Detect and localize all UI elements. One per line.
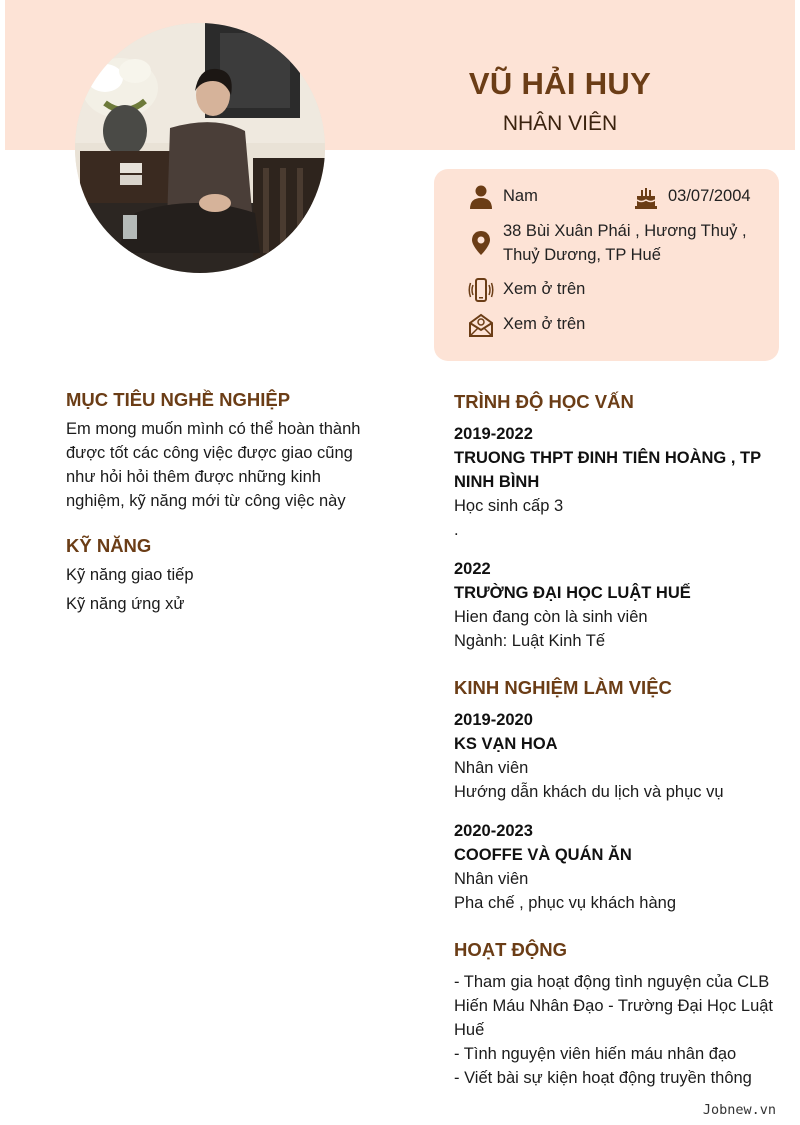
phone-row	[468, 277, 585, 303]
education-entry	[454, 557, 784, 653]
activity-line: - Viết bài sự kiện hoạt động truyền thông	[454, 1069, 752, 1087]
profile-photo	[75, 23, 325, 273]
experience-role: Nhân viên	[454, 870, 529, 888]
education-detail: Học sinh cấp 3	[454, 497, 564, 515]
person-icon	[468, 184, 494, 210]
experience-company: KS VẠN HOA	[454, 735, 558, 753]
address-line-2: Thuỷ Dương, TP Huế	[503, 246, 661, 264]
experience-entry	[454, 819, 784, 915]
email-value: Xem ở trên	[503, 315, 586, 333]
experience-company: COOFFE VÀ QUÁN ĂN	[454, 846, 632, 864]
education-period: 2022	[454, 560, 491, 578]
candidate-position: NHÂN VIÊN	[502, 112, 618, 135]
experience-desc: Hướng dẫn khách du lịch và phục vụ	[454, 783, 724, 801]
skill-item: Kỹ năng giao tiếp	[66, 566, 194, 584]
activity-line: - Tham gia hoạt động tình nguyện của CLB	[454, 973, 770, 991]
education-detail: Hien đang còn là sinh viên	[454, 608, 648, 626]
watermark: Jobnew.vn	[702, 1102, 776, 1118]
education-detail: Ngành: Luật Kinh Tế	[454, 632, 606, 650]
activities-title: HOẠT ĐỘNG	[454, 939, 568, 960]
objective-line: như hỏi hỏi thêm được những kinh	[66, 468, 321, 486]
experience-entry	[454, 708, 784, 804]
activities-list	[454, 970, 784, 1090]
education-title: TRÌNH ĐỘ HỌC VẤN	[454, 391, 634, 412]
activity-line: Huế	[454, 1021, 485, 1039]
objective-line: được tốt các công việc được giao cũng	[66, 444, 353, 462]
gender-value: Nam	[503, 187, 538, 205]
experience-title: KINH NGHIỆM LÀM VIỆC	[454, 677, 672, 698]
objective-title: MỤC TIÊU NGHỀ NGHIỆP	[66, 389, 291, 410]
objective-line: nghiệm, kỹ năng mới từ công việc này	[66, 492, 346, 510]
address-row	[468, 219, 747, 267]
gender-row	[468, 184, 538, 210]
objective-text	[66, 417, 388, 513]
experience-desc: Pha chế , phục vụ khách hàng	[454, 894, 676, 912]
skills-title: KỸ NĂNG	[66, 535, 152, 556]
location-pin-icon	[468, 230, 494, 256]
experience-period: 2020-2023	[454, 822, 533, 840]
education-school: TRUONG THPT ĐINH TIÊN HOÀNG , TP	[454, 449, 762, 467]
education-period: 2019-2022	[454, 425, 533, 443]
experience-period: 2019-2020	[454, 711, 533, 729]
candidate-name: VŨ HẢI HUY	[468, 66, 652, 101]
phone-icon	[468, 277, 494, 303]
activity-line: Hiến Máu Nhân Đạo - Trường Đại Học Luật	[454, 997, 774, 1015]
objective-line: Em mong muốn mình có thể hoàn thành	[66, 420, 361, 438]
mail-icon	[468, 312, 494, 338]
address-line-1: 38 Bùi Xuân Phái , Hương Thuỷ ,	[503, 222, 747, 240]
activity-line: - Tình nguyện viên hiến máu nhân đạo	[454, 1045, 737, 1063]
education-school: NINH BÌNH	[454, 473, 540, 491]
phone-value: Xem ở trên	[503, 280, 586, 298]
skill-item: Kỹ năng ứng xử	[66, 595, 185, 613]
experience-role: Nhân viên	[454, 759, 529, 777]
education-detail: .	[454, 521, 459, 539]
education-school: TRƯỜNG ĐẠI HỌC LUẬT HUẾ	[454, 584, 691, 602]
birthdate-row	[633, 184, 751, 210]
email-row	[468, 312, 585, 338]
cake-icon	[633, 184, 659, 210]
education-entry	[454, 422, 784, 542]
birthdate-value: 03/07/2004	[668, 187, 751, 205]
